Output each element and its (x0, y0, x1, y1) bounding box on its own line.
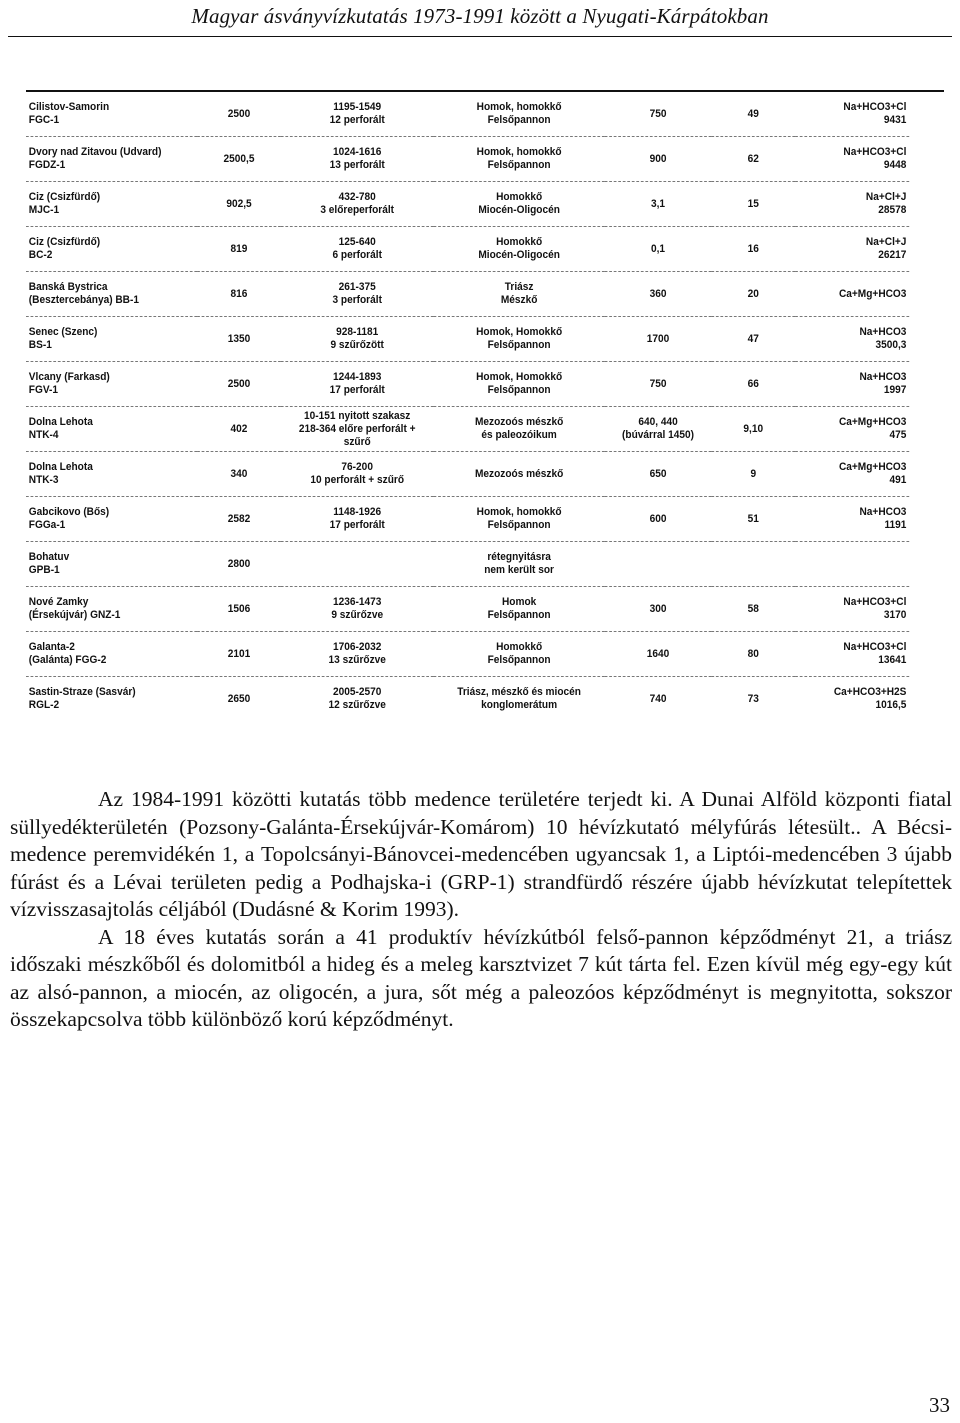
rock-line: Miocén-Oligocén (478, 249, 560, 261)
name-line: Dolna Lehota (28, 461, 93, 473)
cell-depth (197, 362, 281, 407)
depth-value: 2500,5 (223, 152, 255, 165)
rock-line: Homokkő (496, 191, 543, 203)
temp-value: 73 (747, 692, 759, 705)
chem-line: Na+Cl+J (865, 236, 907, 248)
cell-yield (605, 452, 712, 497)
cell-chem (795, 227, 909, 272)
cell-rock (434, 452, 605, 497)
temp-value: 9 (750, 467, 757, 480)
rock-line: Homok, Homokkő (476, 371, 563, 383)
name-line: FGGa-1 (28, 519, 66, 531)
rock-line: Felsőpannon (487, 609, 551, 621)
chem-line: 3500,3 (875, 339, 907, 351)
chem-line: 1997 (883, 384, 907, 396)
cell-rock (434, 632, 605, 677)
chem-line: Na+HCO3+Cl (843, 641, 907, 653)
name-line: Cilistov-Samorin (28, 101, 110, 113)
cell-chem (795, 497, 909, 542)
rock-line: Homokkő (496, 236, 543, 248)
name-line: FGV-1 (28, 384, 59, 396)
cell-screen (281, 587, 434, 632)
header-rule (8, 36, 952, 37)
cell-depth (197, 317, 281, 362)
cell-rock (434, 272, 605, 317)
rock-line: nem került sor (484, 564, 554, 576)
rock-line: és paleozóikum (481, 429, 557, 441)
cell-temp (711, 137, 795, 182)
name-line: (Érsekújvár) GNZ-1 (28, 609, 121, 621)
name-line: (Besztercebánya) BB-1 (28, 294, 140, 306)
cell-depth (197, 272, 281, 317)
depth-value: 902,5 (226, 197, 252, 210)
depth-value: 1350 (227, 332, 251, 345)
cell-depth (197, 182, 281, 227)
rock-line: Felsőpannon (487, 339, 551, 351)
name-line: Gabcikovo (Bős) (28, 506, 110, 518)
cell-temp (711, 542, 795, 587)
yield-value: 3,1 (650, 197, 666, 210)
cell-chem (795, 317, 909, 362)
cell-temp (711, 317, 795, 362)
rock-line: Miocén-Oligocén (478, 204, 560, 216)
chem-line: 3170 (883, 609, 907, 621)
cell-yield (605, 632, 712, 677)
cell-screen (281, 542, 434, 587)
rock-line: Mészkő (500, 294, 538, 306)
depth-value: 2582 (227, 512, 251, 525)
temp-value: 15 (747, 197, 759, 210)
cell-name (26, 542, 197, 587)
cell-yield (605, 497, 712, 542)
name-line: Nové Zamky (28, 596, 89, 608)
cell-rock (434, 677, 605, 722)
yield-value: 740 (649, 692, 667, 705)
cell-depth (197, 452, 281, 497)
cell-yield (605, 542, 712, 587)
cell-yield (605, 272, 712, 317)
depth-value: 2800 (227, 557, 251, 570)
rock-line: Mezozoós mészkő (474, 416, 564, 428)
cell-chem (795, 452, 909, 497)
table-row (26, 632, 909, 677)
depth-value: 816 (230, 287, 248, 300)
cell-name (26, 587, 197, 632)
table-row (26, 227, 909, 272)
name-line: Senec (Szenc) (28, 326, 98, 338)
chem-line: Ca+HCO3+H2S (833, 686, 907, 698)
cell-yield (605, 362, 712, 407)
temp-value: 62 (747, 152, 759, 165)
chem-line: Na+HCO3+Cl (843, 101, 907, 113)
cell-temp (711, 407, 795, 452)
yield-value: 750 (649, 377, 667, 390)
cell-screen (281, 137, 434, 182)
screen-line: 12 perforált (329, 114, 385, 126)
screen-line: szűrő (343, 435, 371, 448)
rock-line: Mezozoós mészkő (474, 467, 564, 480)
cell-temp (711, 677, 795, 722)
cell-chem (795, 407, 909, 452)
cell-rock (434, 407, 605, 452)
cell-chem (795, 362, 909, 407)
well-table-body (26, 92, 909, 721)
cell-name (26, 182, 197, 227)
rock-line: Felsőpannon (487, 159, 551, 171)
temp-value: 49 (747, 107, 759, 120)
screen-line: 10 perforált + szűrő (310, 474, 405, 486)
cell-name (26, 452, 197, 497)
cell-rock (434, 587, 605, 632)
cell-name (26, 407, 197, 452)
rock-line: Homokkő (496, 641, 543, 653)
chem-line: 1191 (884, 519, 907, 531)
depth-value: 1506 (227, 602, 251, 615)
name-line: Galanta-2 (28, 641, 75, 653)
rock-line: konglomerátum (481, 699, 558, 711)
temp-value: 80 (747, 647, 759, 660)
screen-line: 3 előreperforált (320, 204, 395, 216)
cell-depth (197, 497, 281, 542)
rock-line: Felsőpannon (487, 519, 551, 531)
cell-name (26, 227, 197, 272)
table-row (26, 407, 909, 452)
cell-screen (281, 92, 434, 137)
chem-line: Na+HCO3 (859, 371, 907, 383)
screen-line: 218-364 előre perforált + (298, 422, 416, 435)
cell-depth (197, 137, 281, 182)
depth-value: 340 (230, 467, 248, 480)
chem-line: Na+HCO3 (859, 506, 907, 518)
cell-name (26, 92, 197, 137)
cell-screen (281, 497, 434, 542)
rock-line: Homok, homokkő (476, 101, 562, 113)
cell-name (26, 632, 197, 677)
cell-rock (434, 317, 605, 362)
yield-value: 640, 440 (638, 416, 678, 428)
name-line: RGL-2 (28, 699, 60, 711)
yield-value: 0,1 (650, 242, 666, 255)
depth-value: 2500 (227, 377, 251, 390)
screen-line: 928-1181 (336, 326, 379, 338)
table-row (26, 587, 909, 632)
chem-line: Na+HCO3+Cl (843, 596, 907, 608)
paragraph-1: Az 1984-1991 közötti kutatás több medence területére terjedt ki. A Dunai Alföld központi fiatal süllyedékterületén (Pozsony-Galánta-Érsekújvár-Komárom) 10 hévízkutató mélyfúrás létesült.. A Bécsi-medence peremvidékén 1, a Topolcsányi-Bánovcei-medencében ugyancsak 1, a Liptói-medencében 3 újabb fúrást és a Lévai területen pedig a Podhajska-i (GRP-1) strandfürdő részére újabb hévízkutat telepítettek vízvisszasajtolás céljából (Dudásné & Korim 1993). (10, 787, 952, 921)
chem-line: Ca+Mg+HCO3 (838, 461, 907, 473)
yield-value: 600 (649, 512, 667, 525)
cell-yield (605, 317, 712, 362)
chem-line: 491 (889, 474, 907, 486)
screen-line: 125-640 (338, 236, 376, 248)
cell-yield (605, 677, 712, 722)
cell-temp (711, 452, 795, 497)
running-header (0, 0, 960, 44)
yield-value: 650 (649, 467, 667, 480)
cell-chem (795, 632, 909, 677)
chem-line: 1016,5 (875, 699, 907, 711)
rock-line: Homok, homokkő (476, 506, 562, 518)
table-row (26, 272, 909, 317)
screen-line: 13 szűrőzve (328, 654, 386, 666)
rock-line: Triász (504, 281, 534, 293)
chem-line: 9448 (883, 159, 907, 171)
rock-line: Homok, homokkő (476, 146, 562, 158)
name-line: Ciz (Csizfürdő) (28, 236, 101, 248)
paragraph-2: A 18 éves kutatás során a 41 produktív hévízkútból felső-pannon képződményt 21, a triász időszaki mészkőből és dolomitból a hideg és a meleg karsztvizet 7 kút tárta fel. Ezen kívül még egy-egy kút az alsó-pannon, a miocén, az oligocén, a jura, sőt még a paleozóos képződményt is megnyitotta, sokszor összekapcsolva több különböző korú képződményt. (10, 924, 952, 1031)
chem-line: 13641 (878, 654, 907, 666)
cell-chem (795, 542, 909, 587)
name-line: Dvory nad Zitavou (Udvard) (28, 146, 162, 158)
cell-depth (197, 542, 281, 587)
cell-screen (281, 677, 434, 722)
name-line: NTK-4 (28, 429, 59, 441)
cell-rock (434, 227, 605, 272)
temp-value: 20 (747, 287, 759, 300)
screen-line: 6 perforált (332, 249, 382, 261)
screen-line: 9 szűrőzött (330, 339, 384, 351)
cell-yield (605, 92, 712, 137)
cell-name (26, 677, 197, 722)
screen-line: 76-200 (341, 461, 373, 473)
temp-value: 51 (747, 512, 759, 525)
cell-temp (711, 92, 795, 137)
name-line: MJC-1 (28, 204, 60, 216)
cell-depth (197, 407, 281, 452)
cell-chem (795, 677, 909, 722)
table-row (26, 137, 909, 182)
temp-value: 9,10 (743, 422, 764, 435)
yield-value: 300 (649, 602, 667, 615)
screen-line: 432-780 (338, 191, 376, 203)
yield-value: 360 (649, 287, 667, 300)
running-header-title: Magyar ásványvízkutatás 1973-1991 között a Nyugati-Kárpátokban (191, 4, 769, 28)
table-row (26, 362, 909, 407)
well-data-table (26, 90, 944, 752)
cell-chem (795, 272, 909, 317)
yield-value: 750 (649, 107, 667, 120)
table-row (26, 317, 909, 362)
depth-value: 2500 (227, 107, 251, 120)
cell-name (26, 497, 197, 542)
cell-rock (434, 182, 605, 227)
name-line: NTK-3 (28, 474, 59, 486)
screen-line: 3 perforált (332, 294, 382, 306)
depth-value: 2650 (227, 692, 251, 705)
name-line: Vlcany (Farkasd) (28, 371, 110, 383)
temp-value: 58 (747, 602, 759, 615)
yield-value: 1640 (646, 647, 670, 660)
cell-chem (795, 587, 909, 632)
screen-line: 1024-1616 (332, 146, 382, 158)
cell-screen (281, 182, 434, 227)
temp-value: 47 (747, 332, 759, 345)
table-row (26, 452, 909, 497)
chem-line: Na+HCO3 (859, 326, 907, 338)
chem-line: Na+Cl+J (865, 191, 907, 203)
rock-line: Triász, mészkő és miocén (457, 686, 581, 698)
cell-screen (281, 227, 434, 272)
cell-screen (281, 317, 434, 362)
cell-name (26, 137, 197, 182)
temp-value: 66 (747, 377, 759, 390)
cell-rock (434, 497, 605, 542)
screen-line: 1195-1549 (333, 101, 382, 113)
cell-temp (711, 497, 795, 542)
cell-depth (197, 677, 281, 722)
yield-value: 900 (649, 152, 667, 165)
depth-value: 402 (230, 422, 248, 435)
rock-line: Felsőpannon (487, 114, 551, 126)
cell-temp (711, 272, 795, 317)
cell-yield (605, 587, 712, 632)
cell-yield (605, 407, 712, 452)
cell-screen (281, 362, 434, 407)
screen-line: 1706-2032 (332, 641, 382, 653)
cell-temp (711, 632, 795, 677)
depth-value: 819 (230, 242, 248, 255)
chem-line: Ca+Mg+HCO3 (838, 416, 907, 428)
cell-depth (197, 92, 281, 137)
yield-note: (búvárral 1450) (622, 429, 695, 441)
cell-yield (605, 182, 712, 227)
name-line: FGC-1 (28, 114, 60, 126)
well-table (26, 92, 909, 721)
cell-temp (711, 587, 795, 632)
screen-line: 261-375 (338, 281, 376, 293)
name-line: Sastin-Straze (Sasvár) (28, 686, 136, 698)
page-number: 33 (929, 1393, 950, 1417)
cell-temp (711, 362, 795, 407)
table-row (26, 182, 909, 227)
chem-line: Na+HCO3+Cl (843, 146, 907, 158)
cell-name (26, 362, 197, 407)
screen-line: 17 perforált (329, 519, 385, 531)
table-row (26, 542, 909, 587)
cell-temp (711, 227, 795, 272)
rock-line: Felsőpannon (487, 384, 551, 396)
chem-line: 9431 (883, 114, 907, 126)
name-line: Bohatuv (28, 551, 70, 563)
cell-screen (281, 272, 434, 317)
body-text (10, 786, 952, 1034)
chem-line: 28578 (878, 204, 907, 216)
cell-name (26, 272, 197, 317)
cell-rock (434, 92, 605, 137)
cell-chem (795, 182, 909, 227)
table-row (26, 92, 909, 137)
name-line: Ciz (Csizfürdő) (28, 191, 101, 203)
temp-value: 16 (747, 242, 759, 255)
cell-screen (281, 407, 434, 452)
cell-chem (795, 92, 909, 137)
cell-chem (795, 137, 909, 182)
cell-screen (281, 452, 434, 497)
name-line: BC-2 (28, 249, 53, 261)
cell-rock (434, 137, 605, 182)
screen-line: 1244-1893 (332, 371, 382, 383)
cell-depth (197, 227, 281, 272)
chem-line: 26217 (878, 249, 907, 261)
screen-line: 1236-1473 (332, 596, 382, 608)
cell-yield (605, 137, 712, 182)
cell-depth (197, 632, 281, 677)
cell-screen (281, 632, 434, 677)
screen-line: 9 szűrőzve (331, 609, 384, 621)
screen-line: 2005-2570 (332, 686, 382, 698)
chem-line: Ca+Mg+HCO3 (838, 287, 907, 300)
screen-line: 1148-1926 (333, 506, 382, 518)
table-row (26, 497, 909, 542)
cell-name (26, 317, 197, 362)
cell-rock (434, 542, 605, 587)
cell-depth (197, 587, 281, 632)
cell-rock (434, 362, 605, 407)
chem-line: 475 (889, 429, 907, 441)
name-line: BS-1 (28, 339, 52, 351)
screen-line: 10-151 nyitott szakasz (304, 409, 411, 422)
screen-line: 12 szűrőzve (328, 699, 386, 711)
name-line: GPB-1 (28, 564, 60, 576)
rock-line: Homok (501, 596, 537, 608)
name-line: Banská Bystrica (28, 281, 108, 293)
cell-temp (711, 182, 795, 227)
name-line: Dolna Lehota (28, 416, 93, 428)
screen-line: 17 perforált (329, 384, 385, 396)
rock-line: Felsőpannon (487, 654, 551, 666)
name-line: FGDZ-1 (28, 159, 66, 171)
name-line: (Galánta) FGG-2 (28, 654, 107, 666)
screen-line: 13 perforált (329, 159, 385, 171)
table-row (26, 677, 909, 722)
rock-line: rétegnyitásra (487, 551, 551, 563)
cell-yield (605, 227, 712, 272)
yield-value: 1700 (646, 332, 670, 345)
depth-value: 2101 (227, 647, 251, 660)
rock-line: Homok, Homokkő (476, 326, 563, 338)
